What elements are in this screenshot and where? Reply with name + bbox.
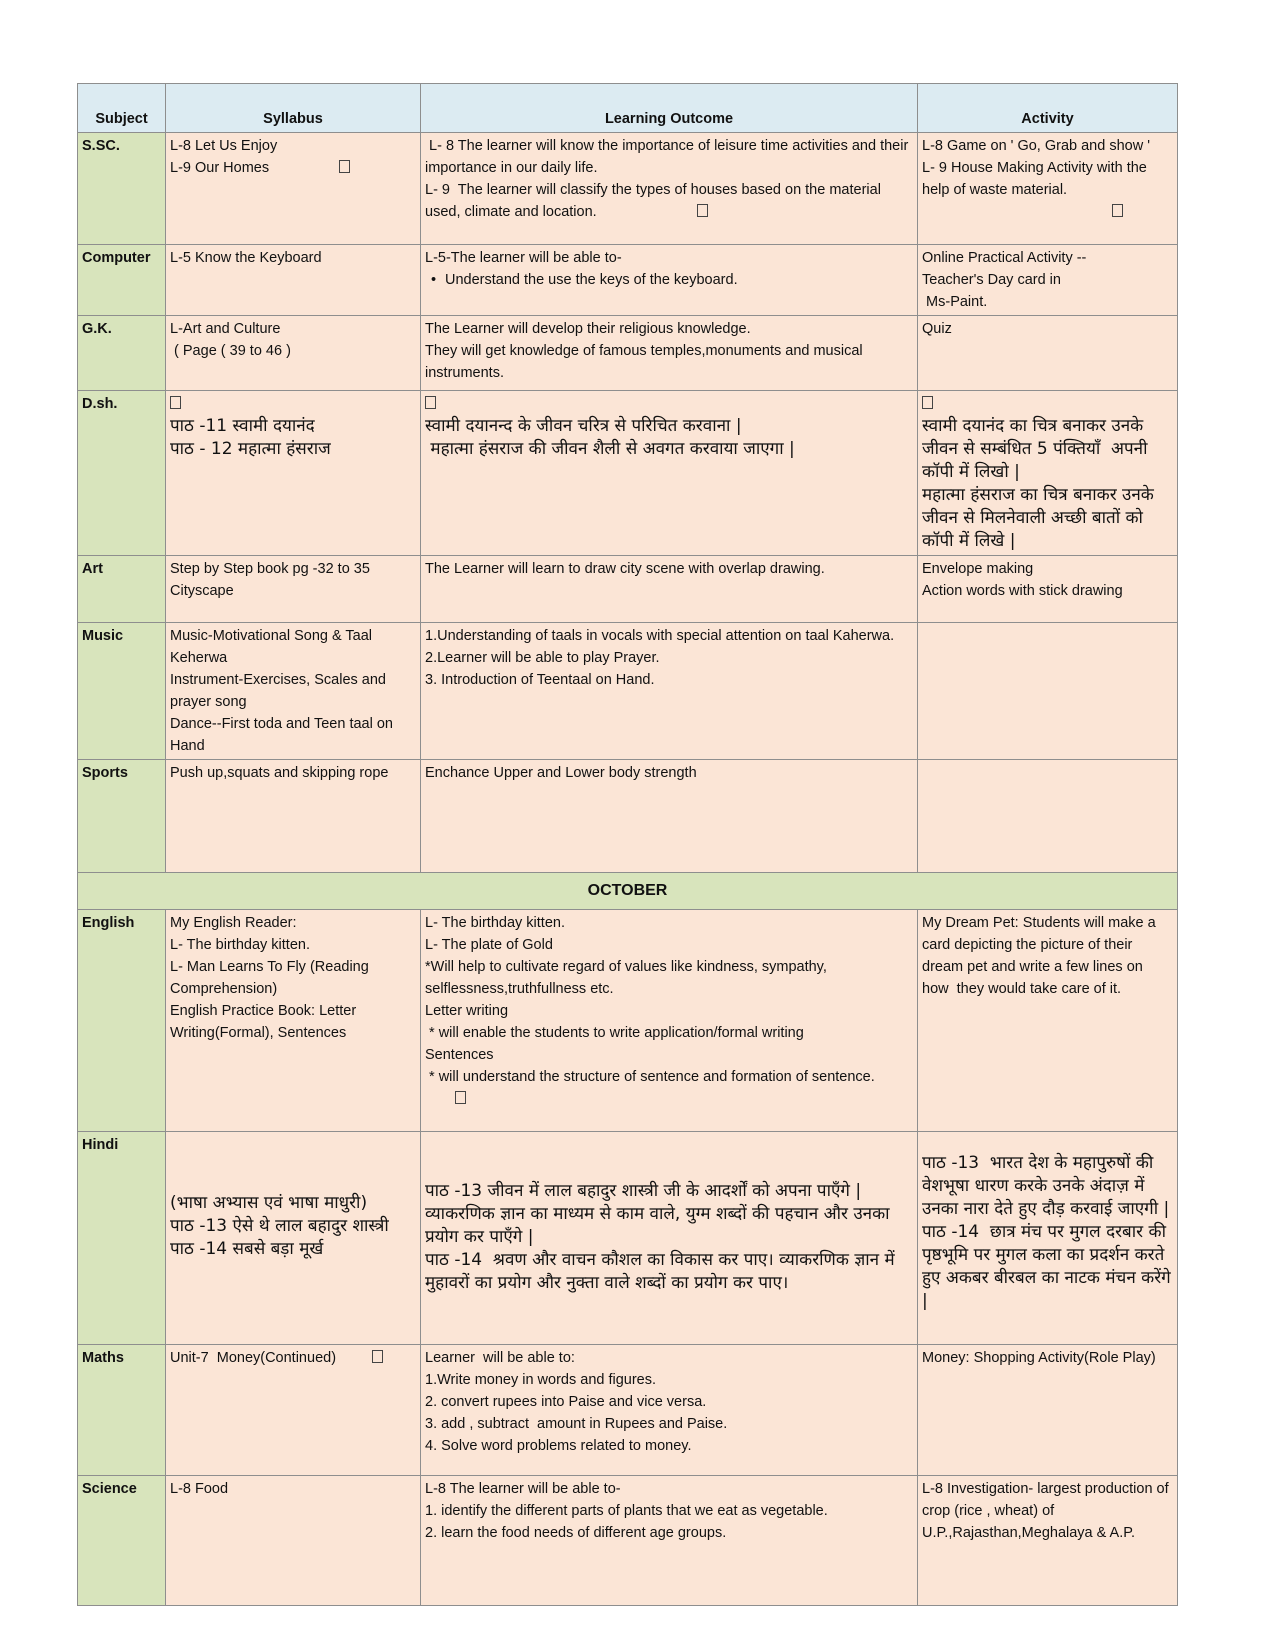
outcome-line: 2.Learner will be able to play Prayer. bbox=[425, 650, 660, 666]
outcome-line: The Learner will learn to draw city scene with overlap drawing. bbox=[425, 561, 825, 577]
missing-glyph-icon bbox=[455, 1091, 466, 1104]
syllabus-cell bbox=[166, 760, 421, 873]
outcome-line: Letter writing bbox=[425, 1003, 509, 1019]
activity-line: My Dream Pet: Students will make a card depicting the picture of their dream pet and write a few lines on how they would take care of it. bbox=[922, 915, 1160, 997]
activity-line: L- 9 House Making Activity with the help of waste material. bbox=[922, 160, 1151, 198]
syllabus-cell bbox=[166, 1132, 421, 1345]
syllabus-line: L-8 Let Us Enjoy bbox=[170, 138, 278, 154]
outcome-line: 3. add , subtract amount in Rupees and Paise. bbox=[425, 1416, 728, 1432]
row-computer bbox=[78, 245, 1178, 316]
syllabus-line: Music-Motivational Song & Taal Keherwa bbox=[170, 628, 377, 666]
outcome-line: They will get knowledge of famous temples,monuments and musical instruments. bbox=[425, 343, 867, 381]
outcome-line: *Will help to cultivate regard of values like kindness, sympathy, selflessness,truthfullness etc. bbox=[425, 959, 831, 997]
syllabus-cell bbox=[166, 245, 421, 316]
syllabus-line: Unit-7 Money(Continued) bbox=[170, 1347, 416, 1369]
syllabus-cell bbox=[166, 910, 421, 1132]
missing-glyph-icon bbox=[1112, 204, 1123, 217]
outcome-cell bbox=[421, 1345, 918, 1476]
outcome-line: L- The plate of Gold bbox=[425, 937, 553, 953]
syllabus-line: L- Man Learns To Fly (Reading Comprehension) bbox=[170, 959, 373, 997]
subject-cell: Computer bbox=[78, 245, 166, 316]
outcome-line: L- 9 The learner will classify the types of houses based on the material used, climate and location. bbox=[425, 182, 885, 220]
subject-cell: D.sh. bbox=[78, 391, 166, 556]
activity-cell bbox=[918, 133, 1178, 245]
row-art bbox=[78, 556, 1178, 623]
syllabus-line: L-5 Know the Keyboard bbox=[170, 250, 322, 266]
row-dsh bbox=[78, 391, 1178, 556]
syllabus-cell bbox=[166, 391, 421, 556]
activity-cell bbox=[918, 1345, 1178, 1476]
syllabus-line: पाठ -13 ऐसे थे लाल बहादुर शास्त्री bbox=[170, 1216, 389, 1236]
syllabus-cell bbox=[166, 1476, 421, 1606]
activity-cell bbox=[918, 1476, 1178, 1606]
activity-line: पाठ -14 छात्र मंच पर मुगल दरबार की पृष्ठभूमि पर मुगल कला का प्रदर्शन करते हुए अकबर बीरबल का नाटक मंचन करेंगे | bbox=[922, 1222, 1177, 1311]
syllabus-line: English Practice Book: Letter Writing(Formal), Sentences bbox=[170, 1003, 361, 1041]
activity-line: Ms-Paint. bbox=[922, 294, 988, 310]
activity-cell bbox=[918, 556, 1178, 623]
syllabus-cell bbox=[166, 316, 421, 391]
activity-line: Action words with stick drawing bbox=[922, 583, 1123, 599]
outcome-line: महात्मा हंसराज की जीवन शैली से अवगत करवाया जाएगा | bbox=[425, 439, 795, 459]
syllabus-line: पाठ - 12 महात्मा हंसराज bbox=[170, 439, 331, 459]
activity-cell bbox=[918, 391, 1178, 556]
syllabus-line: Step by Step book pg -32 to 35 bbox=[170, 561, 370, 577]
activity-line: L-8 Investigation- largest production of crop (rice , wheat) of U.P.,Rajasthan,Meghalaya & A.P. bbox=[922, 1481, 1173, 1541]
syllabus-line: L-8 Food bbox=[170, 1481, 229, 1497]
syllabus-cell bbox=[166, 133, 421, 245]
outcome-cell bbox=[421, 133, 918, 245]
outcome-line: L- The birthday kitten. bbox=[425, 915, 565, 931]
outcome-cell bbox=[421, 316, 918, 391]
subject-cell: Sports bbox=[78, 760, 166, 873]
subject-cell: S.SC. bbox=[78, 133, 166, 245]
outcome-cell bbox=[421, 556, 918, 623]
syllabus-line: (भाषा अभ्यास एवं भाषा माधुरी) bbox=[170, 1193, 368, 1213]
missing-glyph-icon bbox=[339, 160, 350, 173]
activity-line: महात्मा हंसराज का चित्र बनाकर उनके जीवन से मिलनेवाली अच्छी बातों को कॉपी में लिखे | bbox=[922, 485, 1160, 551]
syllabus-line: ( Page ( 39 to 46 ) bbox=[170, 343, 291, 359]
outcome-line: L-5-The learner will be able to- bbox=[425, 250, 622, 266]
outcome-line: स्वामी दयानन्द के जीवन चरित्र से परिचित करवाना | bbox=[425, 416, 742, 436]
subject-cell: Hindi bbox=[78, 1132, 166, 1345]
activity-line: Envelope making bbox=[922, 561, 1034, 577]
subject-cell: Art bbox=[78, 556, 166, 623]
outcome-line: The Learner will develop their religious knowledge. bbox=[425, 321, 751, 337]
header-row bbox=[78, 84, 1178, 133]
row-english bbox=[78, 910, 1178, 1132]
syllabus-line: Dance--First toda and Teen taal on Hand bbox=[170, 716, 398, 754]
subject-cell: Science bbox=[78, 1476, 166, 1606]
syllabus-cell bbox=[166, 623, 421, 760]
syllabus-line: Push up,squats and skipping rope bbox=[170, 765, 389, 781]
subject-cell: G.K. bbox=[78, 316, 166, 391]
activity-line: पाठ -13 भारत देश के महापुरुषों की वेशभूषा धारण करके उनके अंदाज़ में उनका नारा देते हुए दौड़ करवाई जाएगी | bbox=[922, 1153, 1170, 1219]
syllabus-line: पाठ -14 सबसे बड़ा मूर्ख bbox=[170, 1239, 324, 1259]
month-label: OCTOBER bbox=[78, 873, 1178, 910]
outcome-line: Sentences bbox=[425, 1047, 494, 1063]
activity-cell bbox=[918, 316, 1178, 391]
syllabus-line: L-Art and Culture bbox=[170, 321, 281, 337]
syllabus-cell bbox=[166, 1345, 421, 1476]
row-science bbox=[78, 1476, 1178, 1606]
syllabus-line: L- The birthday kitten. bbox=[170, 937, 310, 953]
outcome-line: 1. identify the different parts of plants that we eat as vegetable. bbox=[425, 1503, 828, 1519]
outcome-line: Enchance Upper and Lower body strength bbox=[425, 765, 697, 781]
outcome-line: L- 8 The learner will know the importance of leisure time activities and their importance in our daily life. bbox=[425, 138, 913, 176]
row-gk bbox=[78, 316, 1178, 391]
activity-cell bbox=[918, 245, 1178, 316]
outcome-line: 2. learn the food needs of different age groups. bbox=[425, 1525, 727, 1541]
missing-glyph-icon bbox=[372, 1350, 383, 1363]
subject-cell: Maths bbox=[78, 1345, 166, 1476]
month-row bbox=[78, 873, 1178, 910]
activity-line bbox=[922, 201, 1173, 223]
outcome-cell bbox=[421, 910, 918, 1132]
activity-line: Money: Shopping Activity(Role Play) bbox=[922, 1350, 1156, 1366]
outcome-line: पाठ -14 श्रवण और वाचन कौशल का विकास कर पाए। व्याकरणिक ज्ञान में मुहावरों का प्रयोग और नुक्ता वाले शब्दों का प्रयोग कर पाए। bbox=[425, 1250, 901, 1293]
activity-line: Online Practical Activity -- bbox=[922, 250, 1087, 266]
outcome-line: 1.Understanding of taals in vocals with special attention on taal Kaherwa. bbox=[425, 628, 895, 644]
outcome-line: 2. convert rupees into Paise and vice versa. bbox=[425, 1394, 707, 1410]
outcome-line: L-8 The learner will be able to- bbox=[425, 1481, 621, 1497]
outcome-line: 3. Introduction of Teentaal on Hand. bbox=[425, 672, 655, 688]
syllabus-line: L-9 Our Homes bbox=[170, 157, 416, 179]
syllabus-line: My English Reader: bbox=[170, 915, 297, 931]
row-sports bbox=[78, 760, 1178, 873]
missing-glyph-icon bbox=[922, 396, 933, 409]
missing-glyph-icon bbox=[170, 396, 181, 409]
syllabus-line bbox=[170, 393, 416, 415]
row-ssc bbox=[78, 133, 1178, 245]
syllabus-cell bbox=[166, 556, 421, 623]
outcome-line: 4. Solve word problems related to money. bbox=[425, 1438, 692, 1454]
activity-line: L-8 Game on ' Go, Grab and show ' bbox=[922, 138, 1150, 154]
header-syllabus: Syllabus bbox=[166, 84, 421, 133]
outcome-cell bbox=[421, 391, 918, 556]
row-music bbox=[78, 623, 1178, 760]
subject-cell: Music bbox=[78, 623, 166, 760]
header-outcome: Learning Outcome bbox=[421, 84, 918, 133]
activity-line: स्वामी दयानंद का चित्र बनाकर उनके जीवन से सम्बंधित 5 पंक्तियाँ अपनी कॉपी में लिखो | bbox=[922, 416, 1153, 482]
activity-line bbox=[922, 393, 1173, 415]
activity-line: Teacher's Day card in bbox=[922, 272, 1061, 288]
syllabus-table bbox=[77, 83, 1178, 1606]
activity-cell bbox=[918, 1132, 1178, 1345]
outcome-line bbox=[425, 393, 913, 415]
activity-cell bbox=[918, 760, 1178, 873]
outcome-cell bbox=[421, 1132, 918, 1345]
outcome-line: 1.Write money in words and figures. bbox=[425, 1372, 657, 1388]
missing-glyph-icon bbox=[697, 204, 708, 217]
header-subject: Subject bbox=[78, 84, 166, 133]
syllabus-line: Cityscape bbox=[170, 583, 234, 599]
outcome-line: Learner will be able to: bbox=[425, 1350, 575, 1366]
row-maths bbox=[78, 1345, 1178, 1476]
outcome-line: पाठ -13 जीवन में लाल बहादुर शास्त्री जी के आदर्शों को अपना पाएँगे | व्याकरणिक ज्ञान का माध्यम से काम वाले, युग्म शब्दों की पहचान और उनका प्रयोग कर पाएँगे | bbox=[425, 1181, 895, 1247]
syllabus-line: पाठ -11 स्वामी दयानंद bbox=[170, 416, 315, 436]
outcome-bullet: • Understand the use the keys of the keyboard. bbox=[425, 269, 913, 291]
syllabus-line: Instrument-Exercises, Scales and prayer song bbox=[170, 672, 391, 710]
outcome-cell bbox=[421, 1476, 918, 1606]
row-hindi bbox=[78, 1132, 1178, 1345]
outcome-cell bbox=[421, 245, 918, 316]
activity-cell bbox=[918, 623, 1178, 760]
header-activity: Activity bbox=[918, 84, 1178, 133]
activity-cell bbox=[918, 910, 1178, 1132]
activity-line: Quiz bbox=[922, 321, 952, 337]
outcome-line: * will enable the students to write application/formal writing bbox=[425, 1025, 804, 1041]
outcome-cell bbox=[421, 623, 918, 760]
missing-glyph-icon bbox=[425, 396, 436, 409]
outcome-line: * will understand the structure of sentence and formation of sentence. bbox=[425, 1066, 913, 1110]
outcome-cell bbox=[421, 760, 918, 873]
subject-cell: English bbox=[78, 910, 166, 1132]
